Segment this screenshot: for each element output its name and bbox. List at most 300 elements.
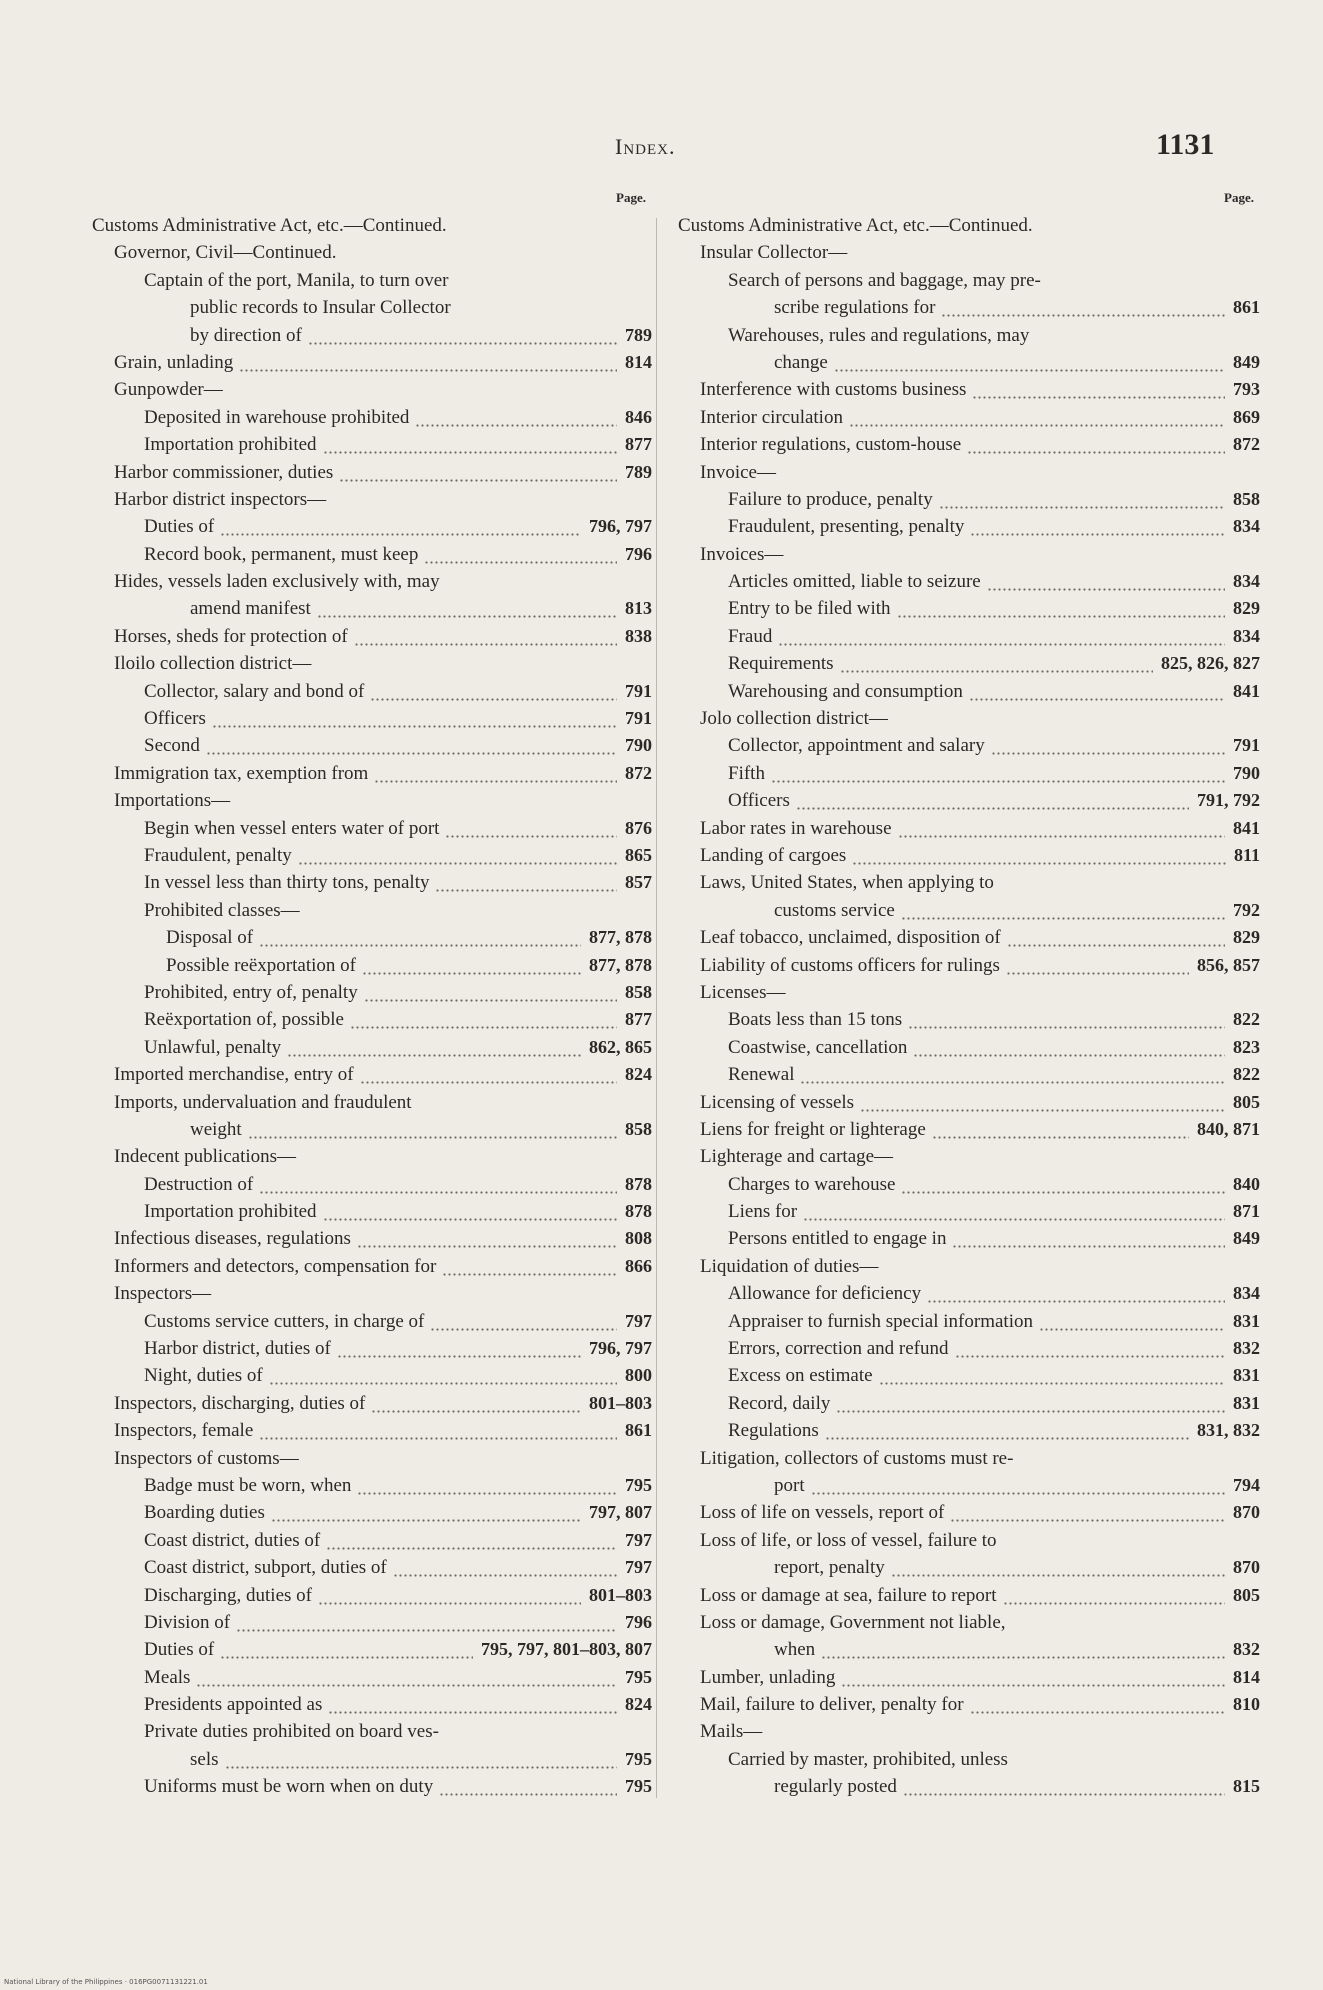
index-entry: [92, 1143, 652, 1170]
entry-text: Requirements: [728, 653, 834, 675]
index-entry: [92, 1006, 652, 1033]
entry-text: Division of: [144, 1611, 231, 1633]
entry-page-ref: 831: [1233, 1310, 1260, 1331]
index-entry: [678, 1335, 1260, 1362]
index-entry: [678, 1499, 1260, 1526]
entry-page-ref: 866: [625, 1255, 652, 1276]
dot-leader: [970, 1691, 1225, 1718]
entry-page-ref: 856, 857: [1197, 954, 1260, 975]
entry-page-ref: 831: [1233, 1392, 1260, 1413]
index-entry: [678, 760, 1260, 787]
entry-page-ref: 797: [625, 1529, 652, 1550]
entry-page-ref: 823: [1233, 1036, 1260, 1057]
entry-text: Interference with customs business: [700, 379, 967, 401]
dot-leader: [1007, 924, 1225, 951]
index-entry: [678, 842, 1260, 869]
index-entry: [678, 815, 1260, 842]
entry-page-ref: 869: [1233, 406, 1260, 427]
dot-leader: [269, 1362, 617, 1389]
dot-leader: [898, 815, 1225, 842]
index-entry: [92, 349, 652, 376]
index-entry: [678, 1116, 1260, 1143]
dot-leader: [445, 815, 617, 842]
dot-leader: [259, 924, 581, 951]
index-entry: [92, 787, 652, 814]
entry-text: Collector, salary and bond of: [144, 680, 365, 702]
entry-page-ref: 791: [1233, 735, 1260, 756]
entry-text: Coast district, subport, duties of: [144, 1557, 387, 1579]
index-entry: [678, 1445, 1260, 1472]
index-entry: [92, 1636, 652, 1663]
entry-page-ref: 814: [625, 351, 652, 372]
entry-page-ref: 834: [1233, 625, 1260, 646]
dot-leader: [435, 869, 617, 896]
index-entry: [92, 294, 652, 321]
entry-text: Inspectors, female: [114, 1420, 254, 1442]
entry-text: report, penalty: [774, 1557, 885, 1579]
dot-leader: [370, 678, 617, 705]
entry-text: Liens for: [728, 1201, 798, 1223]
index-entry: [678, 404, 1260, 431]
dot-leader: [364, 979, 617, 1006]
entry-text: port: [774, 1474, 805, 1496]
index-entry: [92, 1773, 652, 1800]
entry-page-ref: 865: [625, 844, 652, 865]
dot-leader: [771, 760, 1225, 787]
entry-text: Presidents appointed as: [144, 1694, 323, 1716]
entry-text: Articles omitted, liable to seizure: [728, 571, 981, 593]
entry-text: Landing of cargoes: [700, 844, 847, 866]
index-entry: [92, 1225, 652, 1252]
index-entry: [678, 1061, 1260, 1088]
entry-text: Lumber, unlading: [700, 1666, 836, 1688]
entry-text: Warehouses, rules and regulations, may: [728, 324, 1030, 346]
index-entry: [92, 1253, 652, 1280]
entry-text: Warehousing and consumption: [728, 680, 963, 702]
entry-page-ref: 795, 797, 801–803, 807: [481, 1639, 652, 1660]
dot-leader: [236, 1609, 617, 1636]
entry-text: Record book, permanent, must keep: [144, 543, 419, 565]
entry-text: Record, daily: [728, 1392, 831, 1414]
entry-text: Interior circulation: [700, 406, 843, 428]
dot-leader: [879, 1362, 1225, 1389]
entry-text: Harbor commissioner, duties: [114, 461, 334, 483]
entry-text: Inspectors of customs—: [114, 1447, 299, 1469]
entry-text: Liquidation of duties—: [700, 1255, 879, 1277]
left-entries: [92, 212, 652, 1801]
dot-leader: [841, 1664, 1225, 1691]
index-entry: [678, 1034, 1260, 1061]
index-entry: [92, 623, 652, 650]
entry-page-ref: 872: [1233, 434, 1260, 455]
entry-text: amend manifest: [190, 598, 311, 620]
index-entry: [92, 1609, 652, 1636]
entry-text: Hides, vessels laden exclusively with, may: [114, 571, 440, 593]
entry-page-ref: 870: [1233, 1502, 1260, 1523]
entry-text: Coastwise, cancellation: [728, 1036, 908, 1058]
entry-page-ref: 822: [1233, 1009, 1260, 1030]
index-entry: [92, 239, 652, 266]
dot-leader: [239, 349, 617, 376]
entry-text: Renewal: [728, 1064, 795, 1086]
index-entry: [92, 650, 652, 677]
dot-leader: [825, 1417, 1189, 1444]
entry-text: Destruction of: [144, 1173, 254, 1195]
index-entry: [678, 1171, 1260, 1198]
entry-page-ref: 813: [625, 598, 652, 619]
index-entry: [678, 322, 1260, 349]
index-entry: [678, 924, 1260, 951]
entry-page-ref: 872: [625, 762, 652, 783]
index-entry: [92, 486, 652, 513]
entry-page-ref: 796, 797: [589, 516, 652, 537]
entry-page-ref: 877, 878: [589, 954, 652, 975]
index-entry: [92, 952, 652, 979]
entry-text: Grain, unlading: [114, 351, 234, 373]
entry-text: Customs service cutters, in charge of: [144, 1310, 425, 1332]
dot-leader: [271, 1499, 581, 1526]
dot-leader: [834, 349, 1225, 376]
entry-page-ref: 795: [625, 1776, 652, 1797]
entry-page-ref: 801–803: [589, 1392, 652, 1413]
dot-leader: [287, 1034, 581, 1061]
index-entry: [678, 568, 1260, 595]
entry-text: customs service: [774, 899, 895, 921]
entry-page-ref: 824: [625, 1694, 652, 1715]
entry-text: Carried by master, prohibited, unless: [728, 1748, 1008, 1770]
entry-page-ref: 790: [625, 735, 652, 756]
entry-text: Persons entitled to engage in: [728, 1228, 947, 1250]
dot-leader: [430, 1308, 617, 1335]
entry-page-ref: 824: [625, 1064, 652, 1085]
entry-text: Imports, undervaluation and fraudulent: [114, 1091, 412, 1113]
entry-text: Boats less than 15 tons: [728, 1009, 903, 1031]
entry-page-ref: 834: [1233, 571, 1260, 592]
index-entry: [678, 1308, 1260, 1335]
entry-text: Importation prohibited: [144, 434, 317, 456]
dot-leader: [225, 1746, 618, 1773]
index-entry: [678, 1089, 1260, 1116]
index-entry: [678, 1773, 1260, 1800]
entry-page-ref: 794: [1233, 1474, 1260, 1495]
index-entry: [678, 979, 1260, 1006]
index-entry: [678, 459, 1260, 486]
dot-leader: [836, 1390, 1225, 1417]
entry-page-ref: 846: [625, 406, 652, 427]
dot-leader: [424, 541, 617, 568]
index-entry: [92, 212, 652, 239]
entry-text: public records to Insular Collector: [190, 297, 451, 319]
dot-leader: [317, 595, 617, 622]
entry-text: Deposited in warehouse prohibited: [144, 406, 410, 428]
entry-text: Failure to produce, penalty: [728, 488, 933, 510]
dot-leader: [393, 1554, 617, 1581]
entry-text: Charges to warehouse: [728, 1173, 896, 1195]
index-entry: [92, 1362, 652, 1389]
entry-text: sels: [190, 1748, 219, 1770]
entry-text: Duties of: [144, 516, 215, 538]
entry-text: Laws, United States, when applying to: [700, 872, 994, 894]
entry-text: Indecent publications—: [114, 1146, 297, 1168]
entry-text: Harbor district inspectors—: [114, 488, 327, 510]
entry-page-ref: 795: [625, 1474, 652, 1495]
index-entry: [678, 1006, 1260, 1033]
entry-text: Prohibited, entry of, penalty: [144, 981, 358, 1003]
entry-text: Interior regulations, custom-house: [700, 434, 962, 456]
page-number: 1131: [1156, 128, 1215, 161]
entry-page-ref: 810: [1233, 1694, 1260, 1715]
entry-text: change: [774, 351, 828, 373]
entry-text: Prohibited classes—: [144, 899, 300, 921]
entry-text: Allowance for deficiency: [728, 1283, 922, 1305]
entry-text: regularly posted: [774, 1776, 897, 1798]
entry-text: Fraud: [728, 625, 773, 647]
dot-leader: [932, 1116, 1189, 1143]
entry-text: Regulations: [728, 1420, 819, 1442]
index-entry: [92, 1582, 652, 1609]
entry-page-ref: 858: [625, 981, 652, 1002]
entry-text: Inspectors—: [114, 1283, 212, 1305]
entry-page-ref: 870: [1233, 1557, 1260, 1578]
index-entry: [92, 1280, 652, 1307]
entry-text: Loss or damage at sea, failure to report: [700, 1584, 997, 1606]
index-entry: [678, 1718, 1260, 1745]
index-entry: [678, 1746, 1260, 1773]
index-entry: [678, 212, 1260, 239]
entry-text: Liens for freight or lighterage: [700, 1118, 926, 1140]
index-entry: [678, 869, 1260, 896]
entry-page-ref: 862, 865: [589, 1036, 652, 1057]
index-entry: [92, 1116, 652, 1143]
entry-text: Disposal of: [166, 927, 254, 949]
dot-leader: [374, 760, 617, 787]
index-entry: [678, 1198, 1260, 1225]
index-entry: [678, 431, 1260, 458]
entry-page-ref: 822: [1233, 1064, 1260, 1085]
dot-leader: [298, 842, 617, 869]
entry-page-ref: 805: [1233, 1584, 1260, 1605]
entry-page-ref: 877: [625, 434, 652, 455]
running-title: Index.: [615, 134, 676, 159]
index-entry: [92, 1390, 652, 1417]
entry-page-ref: 861: [1233, 297, 1260, 318]
entry-text: Reëxportation of, possible: [144, 1009, 344, 1031]
entry-page-ref: 791: [625, 708, 652, 729]
dot-leader: [778, 623, 1225, 650]
entry-page-ref: 796: [625, 543, 652, 564]
entry-text: Officers: [728, 790, 790, 812]
entry-page-ref: 825, 826, 827: [1161, 653, 1260, 674]
index-entry: [678, 897, 1260, 924]
dot-leader: [248, 1116, 617, 1143]
entry-text: Collector, appointment and salary: [728, 735, 985, 757]
dot-leader: [852, 842, 1226, 869]
entry-page-ref: 791, 792: [1197, 790, 1260, 811]
index-entry: [678, 1527, 1260, 1554]
dot-leader: [972, 376, 1225, 403]
index-entry: [92, 1417, 652, 1444]
index-entry: [92, 1335, 652, 1362]
index-entry: [678, 1143, 1260, 1170]
dot-leader: [360, 1061, 617, 1088]
dot-leader: [206, 732, 617, 759]
index-entry: [678, 732, 1260, 759]
index-entry: [92, 1445, 652, 1472]
entry-text: Importation prohibited: [144, 1201, 317, 1223]
index-entry: [678, 787, 1260, 814]
index-entry: [92, 595, 652, 622]
column-divider: [656, 218, 657, 1798]
entry-text: Fifth: [728, 762, 765, 784]
index-entry: [678, 595, 1260, 622]
dot-leader: [220, 1636, 473, 1663]
index-entry: [92, 267, 652, 294]
dot-leader: [220, 513, 581, 540]
entry-page-ref: 841: [1233, 817, 1260, 838]
scan-footer-note: National Library of the Philippines · 016PG0071131221.01: [4, 1978, 208, 1986]
entry-page-ref: 840, 871: [1197, 1118, 1260, 1139]
dot-leader: [955, 1335, 1225, 1362]
index-entry: [92, 1198, 652, 1225]
entry-page-ref: 815: [1233, 1776, 1260, 1797]
dot-leader: [796, 787, 1189, 814]
dot-leader: [860, 1089, 1225, 1116]
entry-text: Entry to be filed with: [728, 598, 891, 620]
entry-page-ref: 849: [1233, 351, 1260, 372]
dot-leader: [901, 1171, 1225, 1198]
entry-page-ref: 800: [625, 1365, 652, 1386]
dot-leader: [970, 513, 1225, 540]
dot-leader: [891, 1554, 1225, 1581]
dot-leader: [913, 1034, 1225, 1061]
index-entry: [92, 979, 652, 1006]
dot-leader: [897, 595, 1225, 622]
entry-text: Horses, sheds for protection of: [114, 625, 348, 647]
dot-leader: [941, 294, 1225, 321]
index-entry: [678, 1691, 1260, 1718]
entry-text: Invoice—: [700, 461, 776, 483]
entry-text: Informers and detectors, compensation for: [114, 1255, 437, 1277]
dot-leader: [811, 1472, 1225, 1499]
entry-page-ref: 797: [625, 1557, 652, 1578]
page-column-label: Page.: [616, 190, 646, 205]
index-entry: [678, 376, 1260, 403]
entry-text: Night, duties of: [144, 1365, 263, 1387]
entry-text: Jolo collection district—: [700, 708, 888, 730]
index-entry: [92, 760, 652, 787]
entry-text: Customs Administrative Act, etc.—Continued.: [92, 215, 447, 236]
entry-text: Officers: [144, 708, 206, 730]
entry-page-ref: 876: [625, 817, 652, 838]
index-entry: [92, 897, 652, 924]
entry-page-ref: 797: [625, 1310, 652, 1331]
index-entry: [678, 541, 1260, 568]
entry-text: Immigration tax, exemption from: [114, 762, 369, 784]
entry-text: Excess on estimate: [728, 1365, 873, 1387]
index-entry: [678, 623, 1260, 650]
index-entry: [92, 1664, 652, 1691]
right-entries: [678, 212, 1260, 1801]
dot-leader: [357, 1225, 617, 1252]
entry-text: Loss of life, or loss of vessel, failure to: [700, 1529, 997, 1551]
entry-text: Insular Collector—: [700, 242, 848, 264]
entry-page-ref: 790: [1233, 762, 1260, 783]
dot-leader: [339, 459, 617, 486]
entry-text: weight: [190, 1118, 242, 1140]
entry-text: Licenses—: [700, 981, 786, 1003]
entry-text: when: [774, 1639, 816, 1661]
index-entry: [678, 1554, 1260, 1581]
entry-text: Governor, Civil—Continued.: [114, 242, 337, 264]
entry-text: Captain of the port, Manila, to turn over: [144, 269, 449, 291]
dot-leader: [357, 1472, 617, 1499]
index-entry: [678, 349, 1260, 376]
entry-text: Gunpowder—: [114, 379, 223, 401]
entry-page-ref: 829: [1233, 927, 1260, 948]
index-entry: [678, 1225, 1260, 1252]
entry-page-ref: 877, 878: [589, 927, 652, 948]
entry-text: Liability of customs officers for rulings: [700, 954, 1000, 976]
entry-text: Errors, correction and refund: [728, 1338, 949, 1360]
index-entry: [678, 1609, 1260, 1636]
index-entry: [678, 1582, 1260, 1609]
entry-page-ref: 831: [1233, 1365, 1260, 1386]
entry-text: Discharging, duties of: [144, 1584, 312, 1606]
index-entry: [92, 1089, 652, 1116]
dot-leader: [323, 431, 617, 458]
entry-text: Leaf tobacco, unclaimed, disposition of: [700, 927, 1001, 949]
entry-text: Infectious diseases, regulations: [114, 1228, 351, 1250]
entry-page-ref: 795: [625, 1748, 652, 1769]
index-entry: [678, 952, 1260, 979]
dot-leader: [952, 1225, 1225, 1252]
index-entry: [92, 404, 652, 431]
dot-leader: [903, 1773, 1225, 1800]
entry-text: Unlawful, penalty: [144, 1036, 282, 1058]
entry-page-ref: 797, 807: [589, 1502, 652, 1523]
dot-leader: [950, 1499, 1225, 1526]
index-entry: [92, 1499, 652, 1526]
entry-text: Private duties prohibited on board ves-: [144, 1721, 439, 1743]
entry-page-ref: 858: [1233, 488, 1260, 509]
dot-leader: [927, 1280, 1225, 1307]
entry-text: scribe regulations for: [774, 297, 936, 319]
entry-text: Mails—: [700, 1721, 763, 1743]
entry-text: Invoices—: [700, 543, 784, 565]
entry-text: Duties of: [144, 1639, 215, 1661]
dot-leader: [212, 705, 617, 732]
index-entry: [92, 1061, 652, 1088]
entry-page-ref: 789: [625, 324, 652, 345]
entry-page-ref: 834: [1233, 1283, 1260, 1304]
index-entry: [678, 1664, 1260, 1691]
entry-text: Imported merchandise, entry of: [114, 1064, 354, 1086]
dot-leader: [323, 1198, 617, 1225]
entry-page-ref: 829: [1233, 598, 1260, 619]
page-column-label: Page.: [1224, 190, 1254, 205]
index-entry: [92, 1308, 652, 1335]
index-entry: [678, 705, 1260, 732]
index-entry: [678, 1417, 1260, 1444]
index-entry: [678, 1362, 1260, 1389]
dot-leader: [354, 623, 617, 650]
index-entry: [678, 1390, 1260, 1417]
dot-leader: [350, 1006, 617, 1033]
dot-leader: [987, 568, 1225, 595]
index-entry: [678, 678, 1260, 705]
dot-leader: [196, 1664, 617, 1691]
entry-text: Harbor district, duties of: [144, 1338, 331, 1360]
